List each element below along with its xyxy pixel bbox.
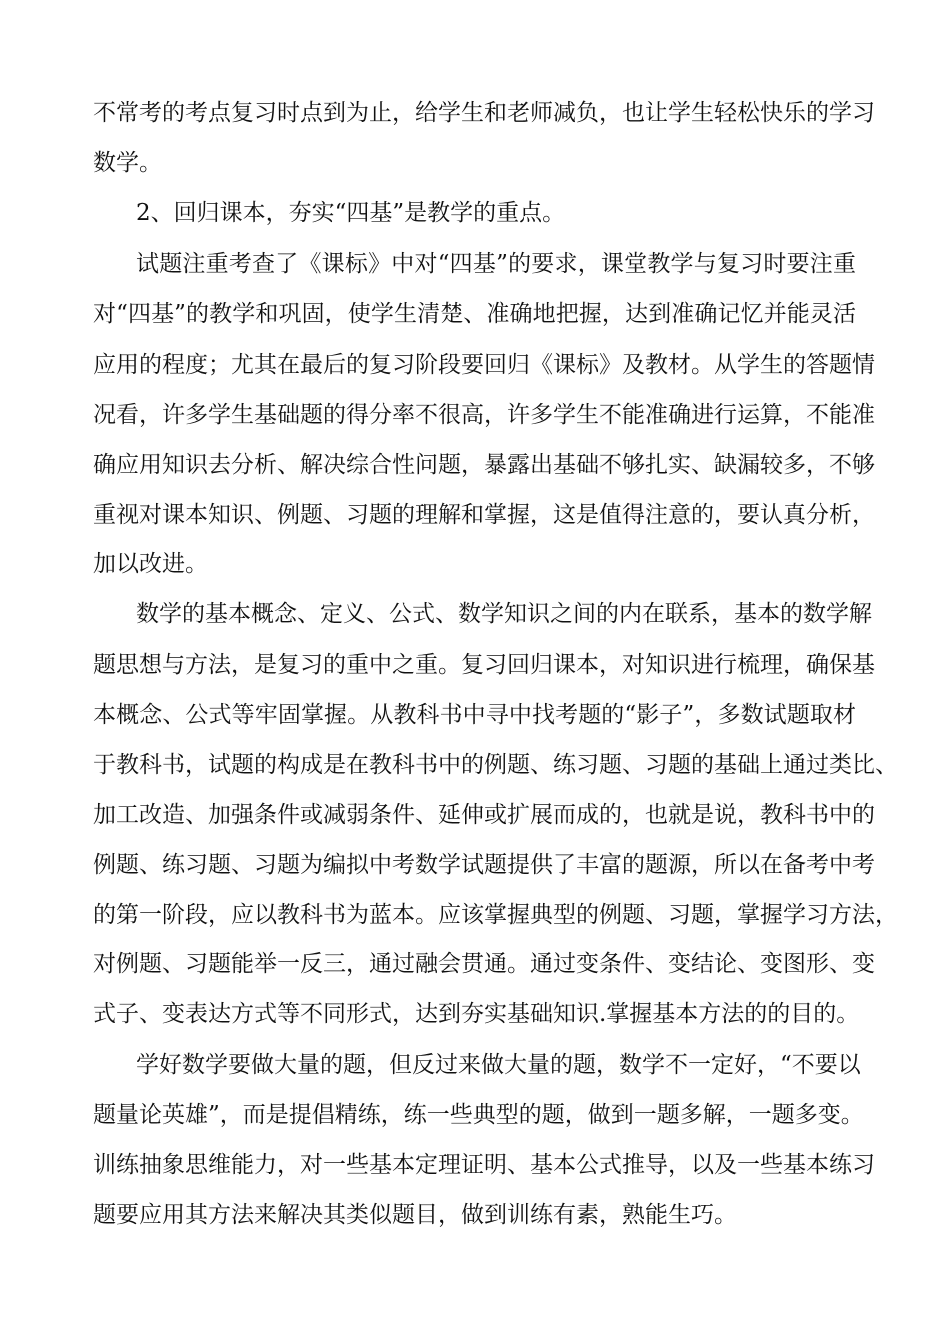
text-line: 况看，许多学生基础题的得分率不很高，许多学生不能准确进行运算，不能准	[93, 402, 875, 428]
text-line: 题要应用其方法来解决其类似题目，做到训练有素，熟能生巧。	[93, 1202, 737, 1228]
text-line: 式子、变表达方式等不同形式，达到夯实基础知识.掌握基本方法的的目的。	[93, 1001, 860, 1027]
text-line: 数学的基本概念、定义、公式、数学知识之间的内在联系，基本的数学解	[136, 601, 872, 627]
text-line: 应用的程度；尤其在最后的复习阶段要回归《课标》及教材。从学生的答题情	[93, 352, 875, 378]
text-line: 数学。	[93, 150, 162, 176]
text-line: 的第一阶段，应以教科书为蓝本。应该掌握典型的例题、习题，掌握学习方法，	[93, 902, 898, 928]
section-heading: 2、回归课本，夯实“四基”是教学的重点。	[136, 200, 566, 226]
text-line: 重视对课本知识、例题、习题的理解和掌握，这是值得注意的，要认真分析，	[93, 502, 875, 528]
text-line: 学好数学要做大量的题，但反过来做大量的题，数学不一定好，“不要以	[136, 1052, 861, 1078]
text-line: 例题、练习题、习题为编拟中考数学试题提供了丰富的题源，所以在备考中考	[93, 852, 875, 878]
text-line: 确应用知识去分析、解决综合性问题，暴露出基础不够扎实、缺漏较多，不够	[93, 452, 875, 478]
text-line: 本概念、公式等牢固掌握。从教科书中寻中找考题的“影子”，多数试题取材	[93, 702, 856, 728]
text-line: 于教科书，试题的构成是在教科书中的例题、练习题、习题的基础上通过类比、	[93, 752, 898, 778]
text-line: 加工改造、加强条件或减弱条件、延伸或扩展而成的，也就是说，教科书中的	[93, 802, 875, 828]
text-line: 题量论英雄”，而是提倡精练，练一些典型的题，做到一题多解，一题多变。	[93, 1102, 864, 1128]
text-line: 试题注重考查了《课标》中对“四基”的要求，课堂教学与复习时要注重	[136, 251, 856, 277]
text-line: 对例题、习题能举一反三，通过融会贯通。通过变条件、变结论、变图形、变	[93, 951, 875, 977]
text-line: 题思想与方法，是复习的重中之重。复习回归课本，对知识进行梳理，确保基	[93, 652, 875, 678]
text-line: 训练抽象思维能力，对一些基本定理证明、基本公式推导，以及一些基本练习	[93, 1152, 875, 1178]
text-line: 对“四基”的教学和巩固，使学生清楚、准确地把握，达到准确记忆并能灵活	[93, 301, 856, 327]
text-line: 不常考的考点复习时点到为止，给学生和老师减负，也让学生轻松快乐的学习	[93, 100, 875, 126]
text-line: 加以改进。	[93, 551, 208, 577]
